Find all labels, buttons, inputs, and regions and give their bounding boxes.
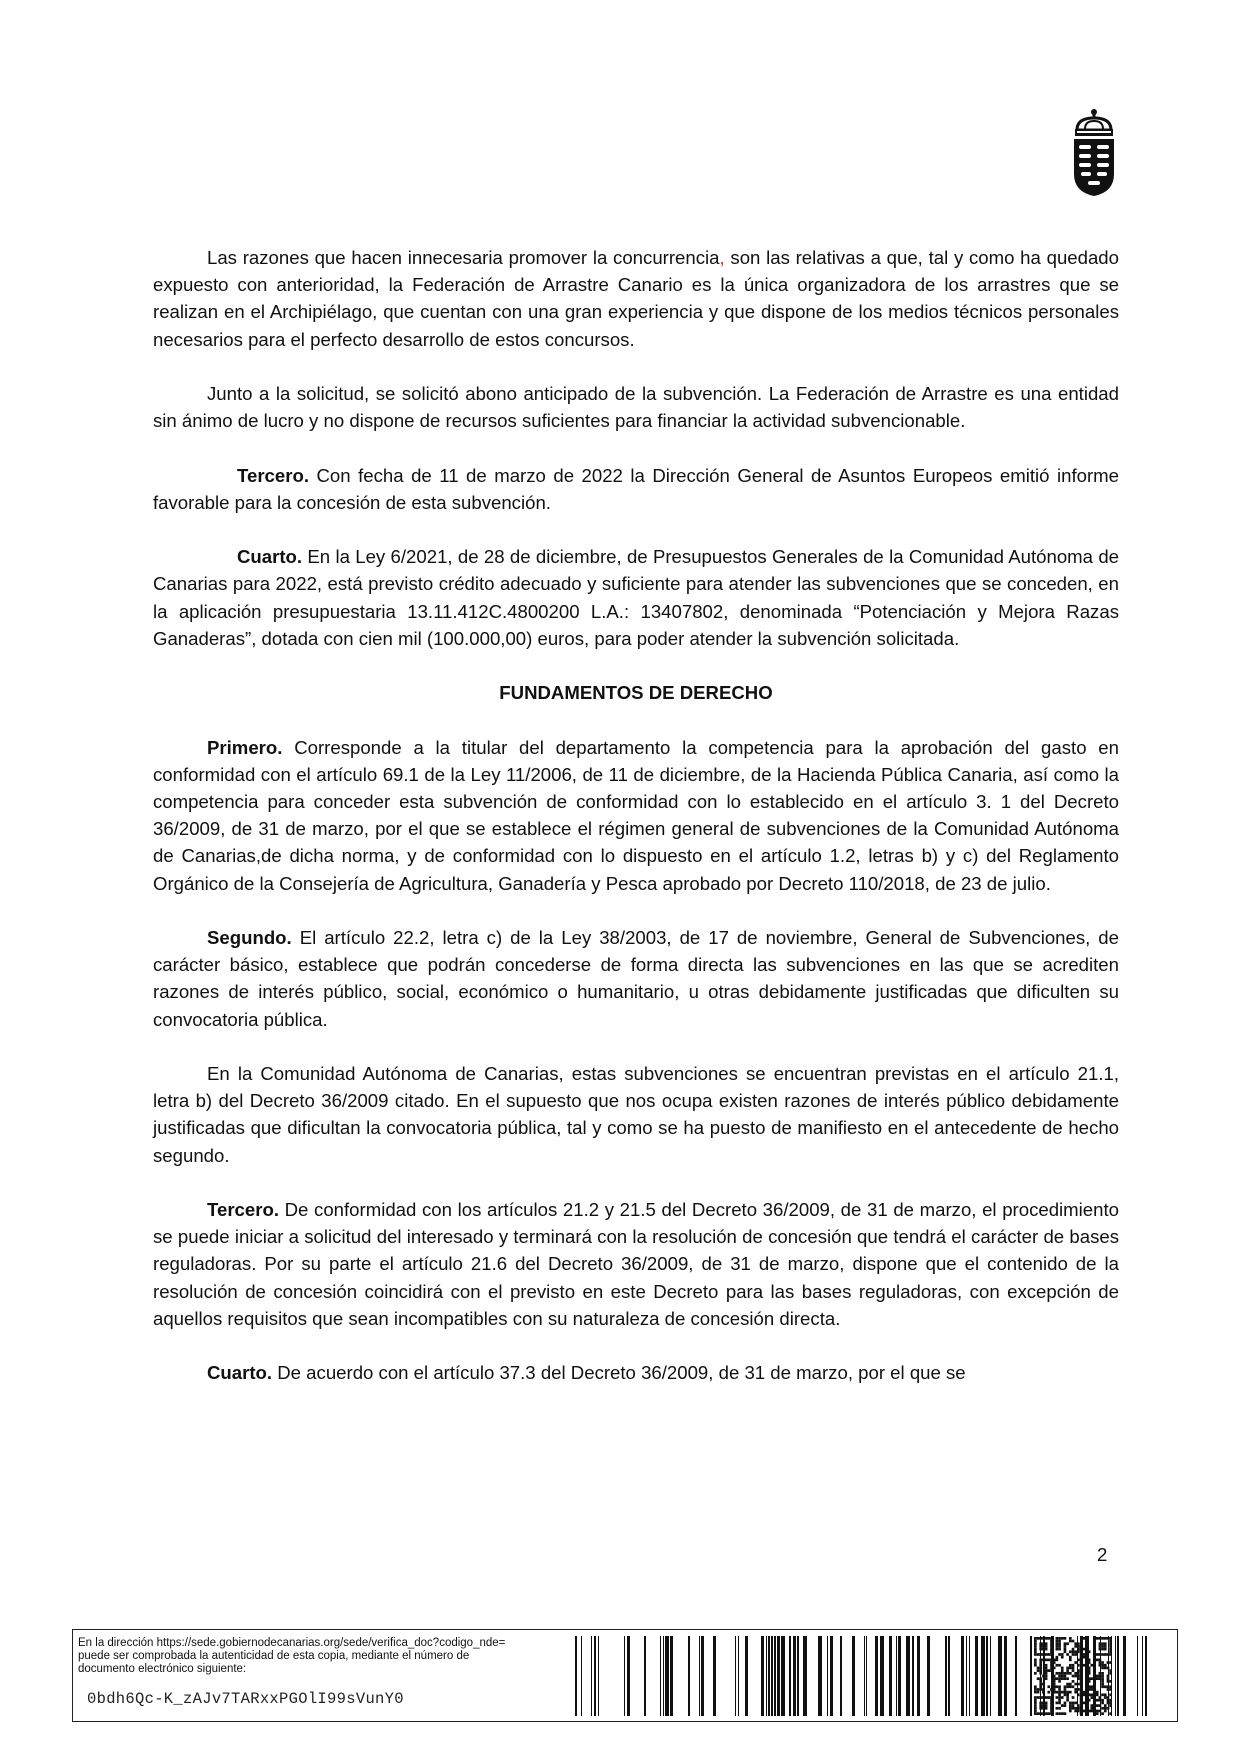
paragraph-cuarto-fundamento: Cuarto. De acuerdo con el artículo 37.3 del Decreto 36/2009, de 31 de marzo, por el que se xyxy=(207,1362,966,1384)
verification-line-1: En la dirección https://sede.gobiernodecanarias.org/sede/verifica_doc?codigo_nde= xyxy=(78,1637,506,1649)
section-heading-fundamentos: FUNDAMENTOS DE DERECHO xyxy=(499,682,773,704)
verification-footer xyxy=(72,1629,1178,1722)
canarias-crest-icon xyxy=(1071,108,1117,196)
paragraph-cuarto-hechos: Cuarto. En la Ley 6/2021, de 28 de diciembre, de Presupuestos Generales de la Comunidad Autónoma de Canarias para 2022, está previsto crédito adecuado y suficiente para atender las subvenciones que se conceden, en la aplicación presupuestaria 13.11.412C.4800200 L.A.: 13407802, denominada “Potenciación y Mejora Razas Ganaderas”, dotada con cien mil (100.000,00) euros, para poder atender la subvención solicitada. xyxy=(153,546,1119,649)
verification-line-3: documento electrónico siguiente: xyxy=(78,1663,247,1675)
paragraph-tercero-hechos: Tercero. Con fecha de 11 de marzo de 2022 la Dirección General de Asuntos Europeos emitió informe favorable para la concesión de esta subvención. xyxy=(153,464,1119,513)
paragraph-concurrencia: Las razones que hacen innecesaria promover la concurrencia, son las relativas a que, tal y como ha quedado expuesto con anterioridad, la Federación de Arrastre Canario es la única organizadora de los arrastres que se realizan en el Archipiélago, que cuentan con una gran experiencia y que dispone de los medios técnicos personales necesarios para el perfecto desarrollo de estos concursos. xyxy=(153,247,1119,350)
paragraph-canarias-previstas: En la Comunidad Autónoma de Canarias, estas subvenciones se encuentran previstas en el artículo 21.1, letra b) del Decreto 36/2009 citado. En el supuesto que nos ocupa existen razones de interés público debidamente justificadas que dificultan la convocatoria pública, tal y como se ha puesto de manifiesto en el antecedente de hecho segundo. xyxy=(153,1062,1119,1166)
paragraph-primero-fundamento: Primero. Corresponde a la titular del departamento la competencia para la aprobación del gasto en conformidad con el artículo 69.1 de la Ley 11/2006, de 11 de diciembre, de la Hacienda Pública Canaria, así como la competencia para conceder esta subvención de conformidad con lo establecido en el artículo 3. 1 del Decreto 36/2009, de 31 de marzo, por el que se establece el régimen general de subvenciones de la Comunidad Autónoma de Canarias,de dicha norma, y de conformidad con lo dispuesto en el artículo 1.2, letras b) y c) del Reglamento Orgánico de la Consejería de Agricultura, Ganadería y Pesca aprobado por Decreto 110/2018, de 23 de julio. xyxy=(153,736,1119,894)
paragraph-abono-anticipado: Junto a la solicitud, se solicitó abono anticipado de la subvención. La Federación de Arrastre es una entidad sin ánimo de lucro y no dispone de recursos suficientes para financiar la actividad subvencionable. xyxy=(153,383,1119,432)
document-body xyxy=(153,244,1119,1414)
qr-code-image xyxy=(1034,1637,1112,1715)
verification-line-2: puede ser comprobada la autenticidad de esta copia, mediante el número de xyxy=(78,1650,470,1662)
paragraph-tercero-fundamento: Tercero. De conformidad con los artículos 21.2 y 21.5 del Decreto 36/2009, de 31 de marzo, el procedimiento se puede iniciar a solicitud del interesado y terminará con la resolución de concesión que tendrá el carácter de bases reguladoras. Por su parte el artículo 21.6 del Decreto 36/2009, de 31 de marzo, dispone que el contenido de la resolución de concesión coincidirá con el previsto en este Decreto para las bases reguladoras, con excepción de aquellos requisitos que sean incompatibles con su naturaleza de concesión directa. xyxy=(153,1198,1119,1329)
page-number: 2 xyxy=(1097,1544,1108,1565)
paragraph-segundo-fundamento: Segundo. El artículo 22.2, letra c) de la Ley 38/2003, de 17 de noviembre, General de Subvenciones, de carácter básico, establece que podrán concederse de forma directa las subvenciones en las que se acrediten razones de interés público, social, económico o humanitario, u otras debidamente justificadas que dificulten su convocatoria pública. xyxy=(153,926,1119,1030)
verification-code: 0bdh6Qc-K_zAJv7TARxxPGOlI99sVunY0 xyxy=(87,1690,404,1708)
verification-text xyxy=(78,1637,558,1676)
